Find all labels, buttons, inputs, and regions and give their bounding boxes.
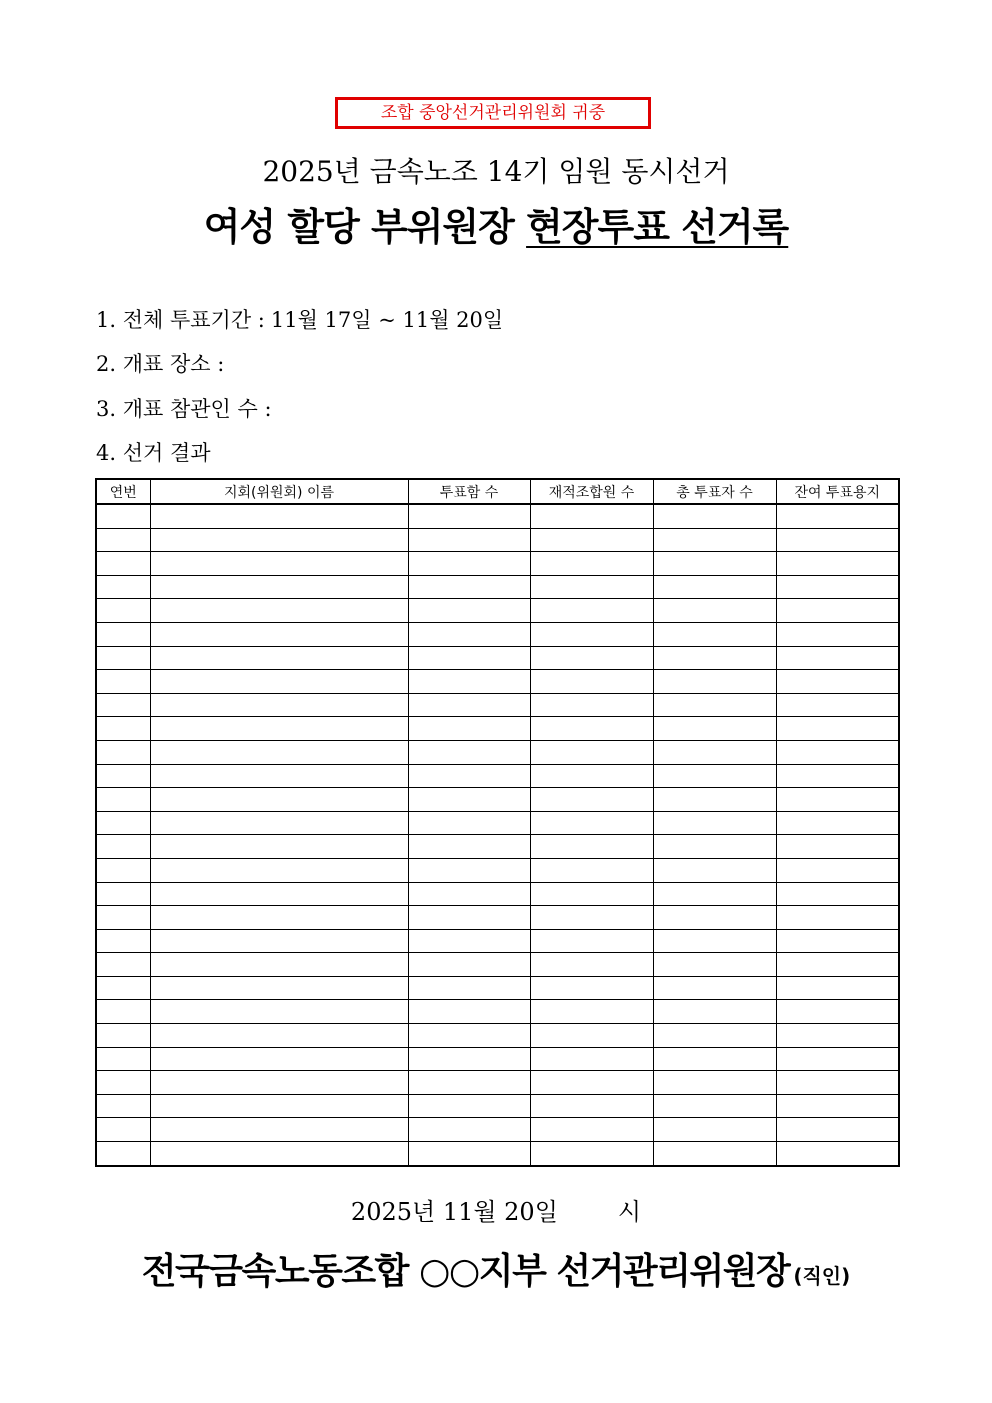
table-row: [96, 1094, 899, 1118]
table-cell: [96, 788, 150, 812]
info-counting-place: [96, 350, 230, 378]
table-cell: [408, 1000, 530, 1024]
col-header-ballot-box-count: 투표함 수: [408, 479, 530, 504]
table-cell: [653, 953, 776, 977]
table-cell: [653, 693, 776, 717]
table-cell: [530, 528, 653, 552]
table-cell: [776, 1000, 899, 1024]
table-cell: [408, 552, 530, 576]
table-cell: [530, 882, 653, 906]
table-cell: [150, 1000, 408, 1024]
table-cell: [150, 976, 408, 1000]
table-cell: [653, 1118, 776, 1142]
table-cell: [530, 717, 653, 741]
table-cell: [653, 528, 776, 552]
info-election-result: [96, 439, 211, 467]
title-part1: 여성 할당 부위원장: [203, 205, 514, 249]
table-cell: [408, 953, 530, 977]
table-cell: [150, 1142, 408, 1166]
signing-date-line: [0, 1194, 992, 1230]
document-title: [0, 202, 992, 252]
table-cell: [408, 835, 530, 859]
table-cell: [776, 858, 899, 882]
table-row: [96, 1000, 899, 1024]
title-part2: 현장투표 선거록: [526, 205, 789, 249]
table-row: [96, 906, 899, 930]
table-cell: [653, 976, 776, 1000]
table-cell: [408, 788, 530, 812]
table-cell: [776, 693, 899, 717]
table-cell: [530, 622, 653, 646]
table-cell: [408, 1047, 530, 1071]
table-cell: [653, 811, 776, 835]
table-row: [96, 646, 899, 670]
table-cell: [96, 646, 150, 670]
table-cell: [776, 670, 899, 694]
table-cell: [776, 575, 899, 599]
table-cell: [530, 693, 653, 717]
table-cell: [776, 1118, 899, 1142]
table-cell: [408, 646, 530, 670]
seal-mark: (직인): [793, 1264, 851, 1288]
table-row: [96, 599, 899, 623]
table-cell: [96, 764, 150, 788]
table-cell: [150, 575, 408, 599]
table-cell: [408, 882, 530, 906]
table-cell: [96, 953, 150, 977]
table-cell: [96, 528, 150, 552]
table-cell: [96, 693, 150, 717]
table-cell: [530, 1024, 653, 1048]
table-cell: [150, 1118, 408, 1142]
table-cell: [530, 1047, 653, 1071]
table-cell: [408, 528, 530, 552]
table-cell: [530, 929, 653, 953]
table-cell: [653, 1047, 776, 1071]
table-row: [96, 953, 899, 977]
table-row: [96, 811, 899, 835]
signing-date: 2025년 11월 20일: [350, 1198, 558, 1226]
table-cell: [776, 1094, 899, 1118]
table-cell: [776, 646, 899, 670]
table-header-row: [96, 479, 899, 504]
table-cell: [150, 1047, 408, 1071]
table-cell: [96, 599, 150, 623]
table-row: [96, 717, 899, 741]
table-cell: [653, 1142, 776, 1166]
table-cell: [150, 882, 408, 906]
signer-name: 전국금속노동조합 ○○지부 선거관리위원장: [141, 1251, 790, 1292]
table-cell: [96, 1094, 150, 1118]
col-header-number: 연번: [96, 479, 150, 504]
table-cell: [776, 599, 899, 623]
signer-line: [0, 1244, 992, 1304]
info-voting-period: [96, 306, 503, 334]
table-cell: [150, 622, 408, 646]
table-cell: [530, 858, 653, 882]
table-cell: [653, 1071, 776, 1095]
table-row: [96, 882, 899, 906]
table-cell: [776, 953, 899, 977]
table-cell: [776, 1071, 899, 1095]
table-cell: [150, 953, 408, 977]
table-cell: [530, 740, 653, 764]
table-row: [96, 622, 899, 646]
table-cell: [653, 906, 776, 930]
table-cell: [653, 1000, 776, 1024]
table-row: [96, 552, 899, 576]
col-header-total-voters: 총 투표자 수: [653, 479, 776, 504]
results-table: [95, 478, 900, 1167]
table-cell: [530, 1094, 653, 1118]
table-cell: [96, 1000, 150, 1024]
table-cell: [530, 552, 653, 576]
table-cell: [150, 811, 408, 835]
table-cell: [96, 858, 150, 882]
table-cell: [776, 552, 899, 576]
table-cell: [408, 504, 530, 528]
table-cell: [408, 717, 530, 741]
table-cell: [96, 976, 150, 1000]
table-cell: [150, 670, 408, 694]
table-cell: [96, 717, 150, 741]
table-cell: [653, 835, 776, 859]
table-cell: [96, 835, 150, 859]
table-cell: [96, 882, 150, 906]
table-cell: [653, 882, 776, 906]
table-cell: [408, 740, 530, 764]
table-cell: [530, 953, 653, 977]
table-cell: [408, 1071, 530, 1095]
table-cell: [408, 906, 530, 930]
table-cell: [96, 1118, 150, 1142]
table-cell: [150, 717, 408, 741]
table-row: [96, 575, 899, 599]
table-cell: [150, 693, 408, 717]
table-row: [96, 858, 899, 882]
col-header-branch-name: 지회(위원회) 이름: [150, 479, 408, 504]
table-cell: [653, 575, 776, 599]
table-cell: [776, 976, 899, 1000]
table-cell: [150, 929, 408, 953]
table-row: [96, 835, 899, 859]
table-cell: [408, 575, 530, 599]
table-cell: [408, 1024, 530, 1048]
table-cell: [530, 575, 653, 599]
info-label: 3. 개표 참관인 수 :: [96, 397, 272, 421]
table-cell: [96, 740, 150, 764]
table-cell: [530, 906, 653, 930]
table-cell: [96, 670, 150, 694]
table-cell: [150, 552, 408, 576]
table-row: [96, 504, 899, 528]
table-cell: [408, 929, 530, 953]
table-cell: [653, 1024, 776, 1048]
table-cell: [96, 1047, 150, 1071]
table-cell: [150, 1071, 408, 1095]
info-label: 4. 선거 결과: [96, 441, 211, 465]
table-cell: [776, 1047, 899, 1071]
table-cell: [776, 504, 899, 528]
table-row: [96, 1024, 899, 1048]
table-cell: [408, 1118, 530, 1142]
table-row: [96, 1071, 899, 1095]
table-cell: [530, 599, 653, 623]
table-cell: [776, 788, 899, 812]
table-cell: [96, 552, 150, 576]
table-cell: [150, 1024, 408, 1048]
table-cell: [530, 1000, 653, 1024]
table-row: [96, 788, 899, 812]
table-cell: [530, 1142, 653, 1166]
table-row: [96, 670, 899, 694]
table-cell: [653, 552, 776, 576]
table-cell: [150, 528, 408, 552]
table-cell: [653, 622, 776, 646]
table-row: [96, 976, 899, 1000]
table-cell: [96, 1142, 150, 1166]
table-cell: [150, 835, 408, 859]
table-cell: [530, 670, 653, 694]
col-header-enrolled-members: 재적조합원 수: [530, 479, 653, 504]
table-cell: [150, 599, 408, 623]
table-cell: [408, 1094, 530, 1118]
table-row: [96, 693, 899, 717]
col-header-remaining-ballots: 잔여 투표용지: [776, 479, 899, 504]
table-cell: [96, 811, 150, 835]
table-cell: [150, 788, 408, 812]
table-cell: [776, 622, 899, 646]
table-cell: [408, 976, 530, 1000]
table-cell: [776, 835, 899, 859]
table-row: [96, 929, 899, 953]
table-row: [96, 1142, 899, 1166]
info-label: 1. 전체 투표기간 :: [96, 308, 265, 332]
table-cell: [150, 906, 408, 930]
table-cell: [150, 858, 408, 882]
table-row: [96, 528, 899, 552]
table-cell: [530, 835, 653, 859]
table-cell: [776, 1142, 899, 1166]
table-cell: [653, 646, 776, 670]
table-cell: [653, 740, 776, 764]
table-row: [96, 740, 899, 764]
table-cell: [530, 646, 653, 670]
info-label: 2. 개표 장소 :: [96, 352, 225, 376]
table-cell: [150, 740, 408, 764]
table-cell: [96, 575, 150, 599]
table-cell: [150, 504, 408, 528]
table-cell: [653, 788, 776, 812]
election-subtitle: 2025년 금속노조 14기 임원 동시선거: [262, 155, 730, 188]
table-cell: [530, 811, 653, 835]
table-cell: [653, 504, 776, 528]
table-cell: [96, 906, 150, 930]
table-cell: [530, 976, 653, 1000]
receiver-box: 조합 중앙선거관리위원회 귀중: [335, 97, 651, 129]
table-cell: [653, 858, 776, 882]
table-cell: [530, 1118, 653, 1142]
table-cell: [653, 670, 776, 694]
info-observer-count: [96, 395, 278, 423]
table-cell: [150, 764, 408, 788]
table-cell: [96, 1071, 150, 1095]
signing-hour: 시: [617, 1198, 642, 1226]
table-row: [96, 1047, 899, 1071]
table-cell: [653, 717, 776, 741]
table-cell: [96, 1024, 150, 1048]
table-cell: [530, 1071, 653, 1095]
table-cell: [776, 1024, 899, 1048]
table-cell: [150, 1094, 408, 1118]
table-cell: [776, 740, 899, 764]
table-cell: [150, 646, 408, 670]
table-cell: [408, 599, 530, 623]
table-cell: [653, 929, 776, 953]
table-cell: [408, 622, 530, 646]
table-cell: [96, 622, 150, 646]
info-value: 11월 17일 ~ 11월 20일: [270, 308, 504, 332]
table-cell: [96, 929, 150, 953]
table-cell: [408, 811, 530, 835]
table-cell: [776, 764, 899, 788]
table-cell: [530, 504, 653, 528]
table-cell: [530, 788, 653, 812]
table-cell: [96, 504, 150, 528]
table-cell: [408, 1142, 530, 1166]
table-cell: [776, 528, 899, 552]
table-cell: [530, 764, 653, 788]
table-cell: [653, 599, 776, 623]
table-cell: [408, 693, 530, 717]
table-cell: [776, 717, 899, 741]
table-cell: [776, 929, 899, 953]
table-cell: [408, 858, 530, 882]
table-cell: [653, 764, 776, 788]
table-cell: [776, 811, 899, 835]
table-cell: [408, 670, 530, 694]
table-cell: [653, 1094, 776, 1118]
table-cell: [776, 906, 899, 930]
table-cell: [776, 882, 899, 906]
table-row: [96, 1118, 899, 1142]
table-row: [96, 764, 899, 788]
table-cell: [408, 764, 530, 788]
